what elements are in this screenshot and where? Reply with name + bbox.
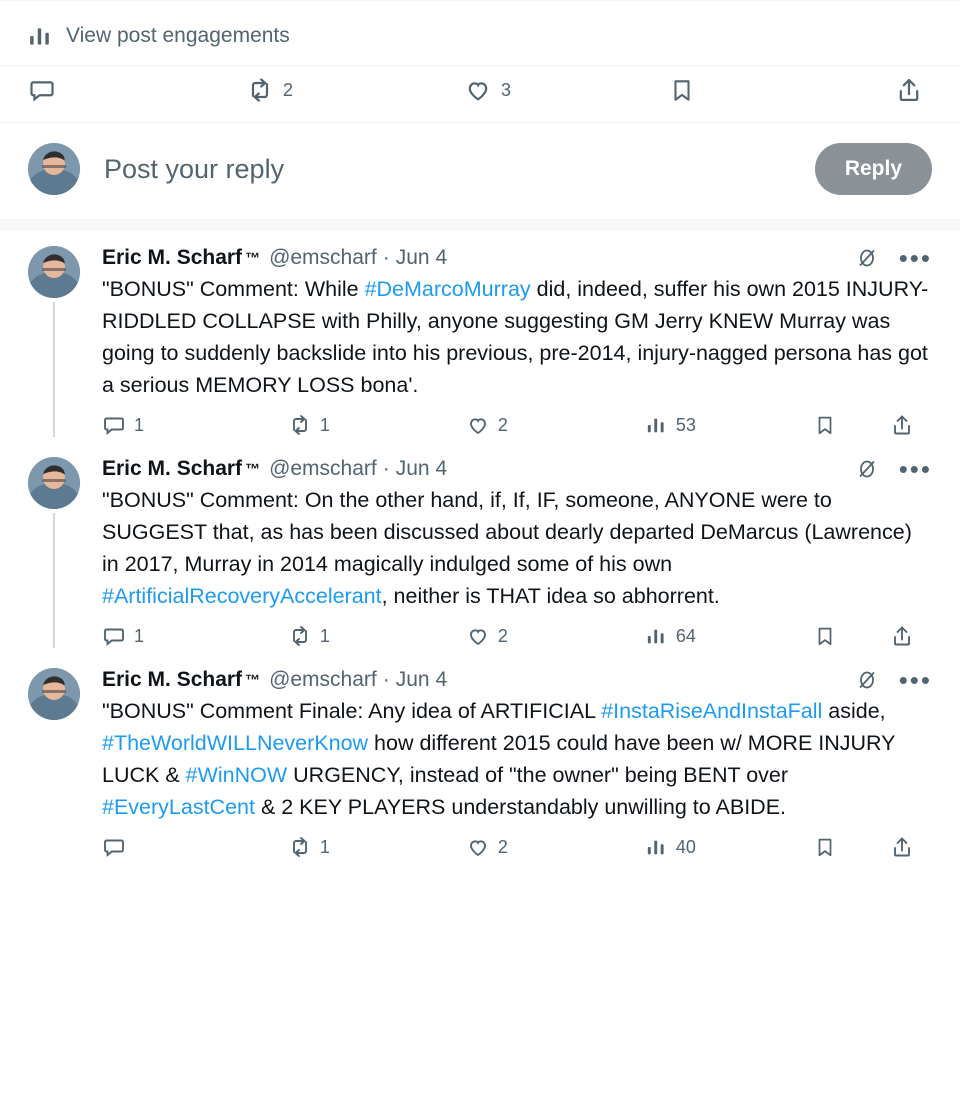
- like-action[interactable]: [464, 76, 669, 104]
- reply-left-column: [28, 246, 80, 437]
- separator-dot: ·: [382, 246, 390, 269]
- share-action[interactable]: [895, 76, 932, 104]
- reply-count: 1: [134, 625, 145, 646]
- text-segment: URGENCY, instead of "the owner" being BENT over: [287, 763, 789, 787]
- avatar[interactable]: [28, 457, 80, 509]
- reply-action[interactable]: [102, 413, 288, 437]
- repost-count: 1: [319, 836, 330, 857]
- hashtag-link[interactable]: #ArtificialRecoveryAccelerant: [102, 584, 382, 608]
- reply-composer: [0, 123, 960, 219]
- repost-action[interactable]: [246, 76, 464, 104]
- more-options-icon[interactable]: •••: [898, 454, 932, 484]
- thread-line: [53, 513, 55, 648]
- post-date[interactable]: Jun 4: [395, 457, 448, 480]
- analytics-icon: [646, 414, 668, 436]
- reply-text: [102, 484, 932, 612]
- repost-action[interactable]: [288, 835, 466, 859]
- text-segment: "BONUS" Comment: On the other hand, if, If, IF, someone, ANYONE were to SUGGEST that, as has been discussed about dearly departed DeMarcus (Lawrence) in 2017, Murray in 2014 magically indulged some of his own: [102, 488, 912, 576]
- reply-item: [0, 441, 960, 652]
- repost-icon: [288, 624, 312, 648]
- author-name[interactable]: Eric M. Scharf: [102, 457, 243, 480]
- share-icon: [890, 413, 914, 437]
- reply-text: [102, 273, 932, 401]
- author-handle[interactable]: @emscharf: [269, 668, 377, 691]
- post-date[interactable]: Jun 4: [395, 668, 448, 691]
- text-segment: "BONUS" Comment: While: [102, 277, 365, 301]
- reply-count: 1: [134, 414, 145, 435]
- avatar[interactable]: [28, 143, 80, 195]
- like-icon: [464, 76, 492, 104]
- reply-item: [0, 230, 960, 441]
- author-name[interactable]: Eric M. Scharf: [102, 668, 243, 691]
- reply-action[interactable]: [102, 835, 288, 859]
- like-action[interactable]: [466, 624, 646, 648]
- view-count: 64: [675, 625, 696, 646]
- post-action-bar: [0, 66, 960, 122]
- trademark-mark: ™: [245, 460, 261, 478]
- reply-button[interactable]: Reply: [815, 143, 932, 195]
- view-post-engagements-label: View post engagements: [66, 24, 290, 47]
- reply-placeholder[interactable]: Post your reply: [104, 153, 285, 184]
- separator-dot: ·: [382, 668, 390, 691]
- like-count: 2: [497, 414, 508, 435]
- like-icon: [466, 835, 490, 859]
- author-handle[interactable]: @emscharf: [269, 457, 377, 480]
- bookmark-icon: [814, 625, 836, 647]
- trademark-mark: ™: [245, 249, 261, 267]
- circle-slash-icon[interactable]: [855, 457, 879, 481]
- reply-header: [102, 665, 932, 695]
- reply-action[interactable]: [102, 624, 288, 648]
- analytics-icon: [646, 625, 668, 647]
- hashtag-link[interactable]: #DeMarcoMurray: [364, 277, 531, 301]
- repost-icon: [288, 835, 312, 859]
- bookmark-icon: [814, 414, 836, 436]
- bookmark-icon: [669, 77, 695, 103]
- share-icon: [890, 624, 914, 648]
- reply-action-bar: [102, 413, 932, 437]
- circle-slash-icon[interactable]: [855, 246, 879, 270]
- reply-text: [102, 695, 932, 823]
- separator-dot: ·: [382, 457, 390, 480]
- bookmark-icon: [814, 836, 836, 858]
- view-count: 53: [675, 414, 696, 435]
- reply-left-column: [28, 457, 80, 648]
- reply-body: [80, 243, 932, 437]
- like-count: 3: [501, 79, 512, 100]
- thread-line: [53, 302, 55, 437]
- views-action[interactable]: [646, 414, 814, 436]
- analytics-icon: [646, 836, 668, 858]
- repost-action[interactable]: [288, 413, 466, 437]
- text-segment: "BONUS" Comment Finale: Any idea of ARTIFICIAL: [102, 699, 602, 723]
- reply-icon: [28, 76, 56, 104]
- repost-icon: [288, 413, 312, 437]
- like-count: 2: [497, 625, 508, 646]
- like-action[interactable]: [466, 835, 646, 859]
- repost-count: 1: [319, 414, 330, 435]
- repost-count: 2: [283, 79, 294, 100]
- like-icon: [466, 413, 490, 437]
- reply-icon: [102, 624, 126, 648]
- text-segment: & 2 KEY PLAYERS understandably unwilling to ABIDE.: [254, 795, 787, 819]
- reply-icon: [102, 413, 126, 437]
- share-action[interactable]: [890, 835, 922, 859]
- bookmark-action[interactable]: [814, 836, 844, 858]
- text-segment: , neither is THAT idea so abhorrent.: [381, 584, 720, 608]
- reply-item: [0, 652, 960, 863]
- text-segment: how different 2015 could have been w/ MORE INJURY LUCK &: [102, 731, 896, 787]
- share-icon: [895, 76, 923, 104]
- author-handle[interactable]: @emscharf: [269, 246, 377, 269]
- reply-body: [80, 665, 932, 859]
- share-action[interactable]: [890, 413, 922, 437]
- more-options-icon[interactable]: •••: [898, 665, 932, 695]
- hashtag-link[interactable]: #TheWorldWILLNeverKnow: [102, 731, 369, 755]
- avatar[interactable]: [28, 668, 80, 720]
- bookmark-action[interactable]: [814, 625, 844, 647]
- repost-count: 1: [319, 625, 330, 646]
- share-icon: [890, 835, 914, 859]
- views-action[interactable]: [646, 625, 814, 647]
- section-separator: [0, 219, 960, 230]
- like-action[interactable]: [466, 413, 646, 437]
- views-action[interactable]: [646, 836, 814, 858]
- circle-slash-icon[interactable]: [855, 668, 879, 692]
- reply-body: [80, 454, 932, 648]
- like-count: 2: [497, 836, 508, 857]
- view-post-engagements-row[interactable]: [0, 1, 960, 65]
- hashtag-link[interactable]: #EveryLastCent: [102, 795, 255, 819]
- text-segment: aside,: [822, 699, 886, 723]
- bookmark-action[interactable]: [669, 77, 884, 103]
- reply-left-column: [28, 668, 80, 859]
- hashtag-link[interactable]: #InstaRiseAndInstaFall: [601, 699, 823, 723]
- like-icon: [466, 624, 490, 648]
- analytics-icon: [28, 23, 54, 49]
- repost-icon: [246, 76, 274, 104]
- reply-header: [102, 454, 932, 484]
- hashtag-link[interactable]: #WinNOW: [185, 763, 288, 787]
- view-count: 40: [675, 836, 696, 857]
- bookmark-action[interactable]: [814, 414, 844, 436]
- reply-action-bar: [102, 835, 932, 859]
- author-name[interactable]: Eric M. Scharf: [102, 246, 243, 269]
- avatar[interactable]: [28, 246, 80, 298]
- trademark-mark: ™: [245, 671, 261, 689]
- share-action[interactable]: [890, 624, 922, 648]
- more-options-icon[interactable]: •••: [898, 243, 932, 273]
- text-segment: did, indeed, suffer his own 2015 INJURY-RIDDLED COLLAPSE with Philly, anyone suggesting GM Jerry KNEW Murray was going to suddenly backslide into his previous, pre-2014, injury-nagged persona has got a serious MEMORY LOSS bona'.: [102, 277, 929, 397]
- reply-action[interactable]: [28, 76, 246, 104]
- reply-icon: [102, 835, 126, 859]
- reply-action-bar: [102, 624, 932, 648]
- reply-header: [102, 243, 932, 273]
- repost-action[interactable]: [288, 624, 466, 648]
- post-date[interactable]: Jun 4: [395, 246, 448, 269]
